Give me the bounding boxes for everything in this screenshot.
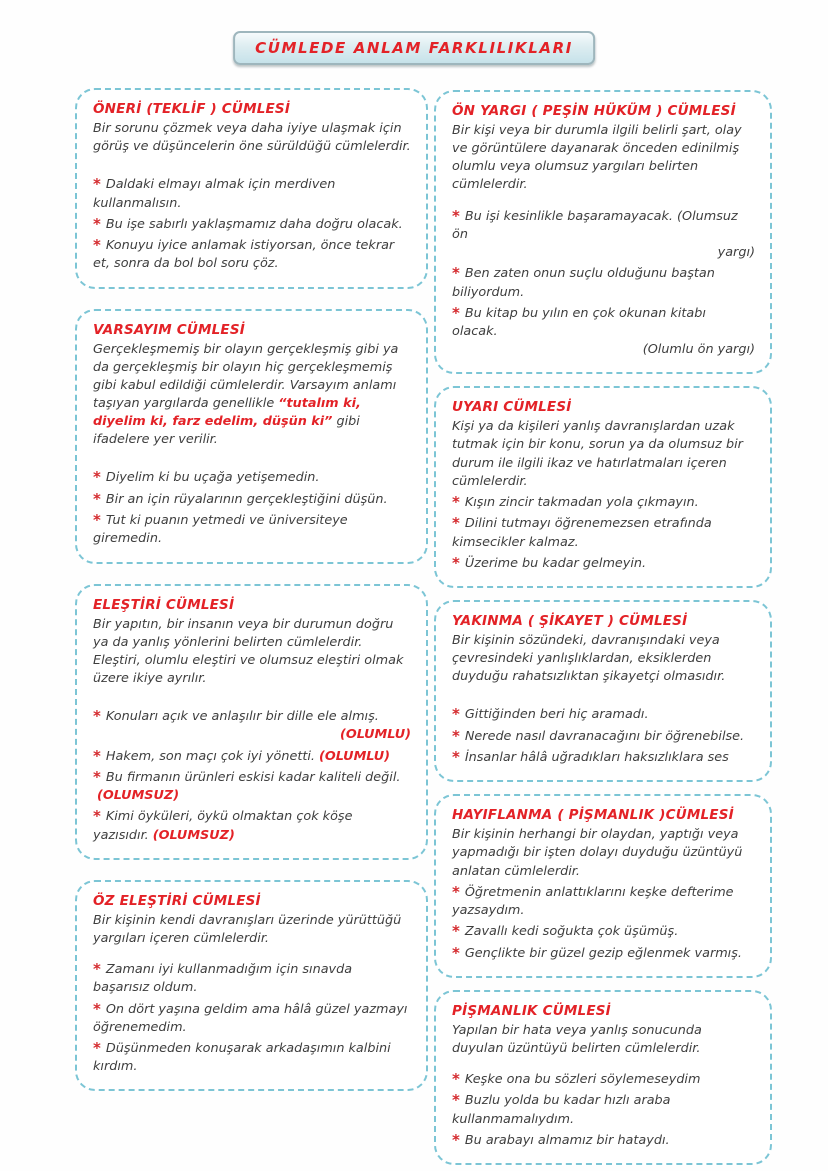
asterisk-icon: * xyxy=(93,707,101,726)
asterisk-icon: * xyxy=(93,511,101,530)
blank-line xyxy=(452,686,755,703)
example-sentence xyxy=(452,1068,755,1089)
example-sentence xyxy=(93,745,411,766)
card-pismanlik xyxy=(434,990,772,1165)
sentence-text: Zavallı kedi soğukta çok üşümüş. xyxy=(464,924,679,940)
blank-line xyxy=(452,1058,755,1068)
sentence-text: İnsanlar hâlâ uğradıkları haksızlıklara ses xyxy=(464,750,729,766)
card-title: YAKINMA ( ŞİKAYET ) CÜMLESİ xyxy=(452,612,688,629)
example-sentence xyxy=(452,1089,755,1128)
example-sentence xyxy=(452,942,755,963)
asterisk-icon: * xyxy=(93,960,101,979)
sentence-text: Zamanı iyi kullanmadığım için sınavda başarısız oldum. xyxy=(93,962,353,996)
card-title: ÖNERİ (TEKLİF ) CÜMLESİ xyxy=(93,101,291,117)
asterisk-icon: * xyxy=(452,206,460,225)
sentence-text: Bu arabayı almamız bir hataydı. xyxy=(464,1132,670,1148)
asterisk-icon: * xyxy=(452,748,460,767)
asterisk-icon: * xyxy=(93,767,101,786)
asterisk-icon: * xyxy=(452,1091,460,1110)
example-sentence xyxy=(452,262,755,301)
card-title: ÖN YARGI ( PEŞİN HÜKÜM ) CÜMLESİ xyxy=(452,103,736,119)
card-title: ELEŞTİRİ CÜMLESİ xyxy=(93,596,235,613)
asterisk-icon: * xyxy=(452,264,460,283)
card-hayiflanma xyxy=(434,794,772,978)
asterisk-icon: * xyxy=(452,726,460,745)
card-description: Bir kişi veya bir durumla ilgili belirli şart, olay ve görüntülere dayanarak önceden edinilmiş olumlu veya olumsuz yargıları belirten cümlelerdir. xyxy=(452,123,742,193)
card-description: Bir kişinin sözündeki, davranışındaki veya çevresindeki yanlışlıklardan, eksiklerden duyduğu rahatsızlıktan şikayetçi olmasıdır. xyxy=(452,632,726,685)
sentence-text: Keşke ona bu sözleri söylemeseydim xyxy=(464,1072,701,1088)
sentence-text: Tut ki puanın yetmedi ve üniversiteye giremedin. xyxy=(93,513,348,547)
card-oz-elestiri xyxy=(75,880,428,1092)
example-sentence xyxy=(452,552,755,573)
example-sentence xyxy=(452,725,755,746)
example-sentence xyxy=(93,488,411,509)
asterisk-icon: * xyxy=(452,705,460,724)
example-sentence xyxy=(93,766,411,805)
card-description: Bir kişinin herhangi bir olaydan, yaptığı veya yapmadığı bir işten dolayı duyduğu üzüntüyü anlatan cümlelerdir. xyxy=(452,827,743,879)
card-title: ÖZ ELEŞTİRİ CÜMLESİ xyxy=(93,892,261,909)
asterisk-icon: * xyxy=(93,746,101,765)
sentence-text: Bu firmanın ürünleri eskisi kadar kaliteli değil. xyxy=(105,769,401,785)
blank-line xyxy=(93,449,411,466)
example-sentence xyxy=(93,213,411,234)
asterisk-icon: * xyxy=(452,882,460,901)
sentence-text: Buzlu yolda bu kadar hızlı araba kullanmamalıydım. xyxy=(452,1093,671,1127)
card-title: VARSAYIM CÜMLESİ xyxy=(93,321,246,338)
card-on-yargi xyxy=(434,90,772,374)
sentence-text: Bu kitap bu yılın en çok okunan kitabı olacak. xyxy=(452,305,706,339)
sentence-text: On dört yaşına geldim ama hâlâ güzel yazmayı öğrenemedim. xyxy=(93,1001,408,1035)
sentence-text: Üzerime bu kadar gelmeyin. xyxy=(464,555,647,571)
highlighted-phrase: “tutalım ki, diyelim ki, farz edelim, düşün ki” xyxy=(93,395,361,430)
example-sentence xyxy=(93,805,411,844)
asterisk-icon: * xyxy=(452,1130,460,1149)
example-sentence xyxy=(93,234,411,273)
asterisk-icon: * xyxy=(93,489,101,508)
card-oneri xyxy=(75,88,428,289)
asterisk-icon: * xyxy=(452,492,460,511)
card-description: Bir sorunu çözmek veya daha iyiye ulaşmak için görüş ve düşüncelerin öne sürüldüğü cümlelerdir. xyxy=(93,121,411,155)
polarity-label: (OLUMLU) xyxy=(339,727,411,743)
example-sentence xyxy=(452,920,755,941)
sentence-text: Dilini tutmayı öğrenemezsen etrafında kimsecikler kalmaz. xyxy=(452,516,712,550)
card-uyari xyxy=(434,386,772,588)
card-description xyxy=(93,341,411,450)
card-title: HAYIFLANMA ( PİŞMANLIK )CÜMLESİ xyxy=(452,807,734,824)
sentence-text: Düşünmeden konuşarak arkadaşımın kalbini kırdım. xyxy=(93,1041,391,1075)
example-sentence xyxy=(452,205,755,244)
example-sentence xyxy=(93,705,411,726)
example-sentence xyxy=(93,466,411,487)
blank-line xyxy=(452,195,755,205)
example-sentence xyxy=(452,703,755,724)
right-column xyxy=(434,90,772,1171)
sentence-text: Öğretmenin anlattıklarını keşke defterime yazsaydım. xyxy=(452,884,734,919)
example-sentence xyxy=(452,1129,755,1150)
sentence-text: Konuları açık ve anlaşılır bir dille ele almış. xyxy=(105,709,379,725)
asterisk-icon: * xyxy=(93,1039,101,1057)
description-text: gibi ifadelere yer verilir. xyxy=(93,414,360,448)
sentence-continuation: yargı) xyxy=(717,245,755,261)
example-sentence xyxy=(452,302,755,341)
card-yakinma xyxy=(434,600,772,782)
asterisk-icon: * xyxy=(452,553,460,572)
card-varsayim xyxy=(75,309,428,564)
sentence-text: Nerede nasıl davranacağını bir öğrenebilse. xyxy=(464,728,745,744)
card-title: UYARI CÜMLESİ xyxy=(452,399,572,416)
example-sentence xyxy=(452,881,755,920)
sentence-text: Gittiğinden beri hiç aramadı. xyxy=(464,707,649,723)
blank-line xyxy=(93,948,411,958)
left-column xyxy=(75,88,428,1111)
polarity-label: (OLUMLU) xyxy=(319,748,391,764)
sentence-text: Ben zaten onun suçlu olduğunu baştan biliyordum. xyxy=(452,266,715,300)
blank-line xyxy=(93,688,411,705)
sentence-text: Gençlikte bir güzel gezip eğlenmek varmış. xyxy=(464,945,742,961)
polarity-label: (OLUMSUZ) xyxy=(152,827,235,843)
asterisk-icon: * xyxy=(452,514,460,533)
asterisk-icon: * xyxy=(452,1070,460,1089)
sentence-text: Diyelim ki bu uçağa yetişemedin. xyxy=(105,470,320,486)
card-description: Bir kişinin kendi davranışları üzerinde yürüttüğü yargıları içeren cümlelerdir. xyxy=(93,912,402,946)
asterisk-icon: * xyxy=(452,922,460,941)
sentence-text: Hakem, son maçı çok iyi yönetti. xyxy=(105,748,315,764)
sentence-text: Konuyu iyice anlamak istiyorsan, önce tekrar et, sonra da bol bol soru çöz. xyxy=(93,238,395,272)
page-title: CÜMLEDE ANLAM FARKLILIKLARI xyxy=(255,39,573,57)
asterisk-icon: * xyxy=(93,214,101,233)
example-sentence xyxy=(93,958,411,997)
asterisk-icon: * xyxy=(93,999,101,1018)
sentence-text: Bu işe sabırlı yaklaşmamız daha doğru olacak. xyxy=(105,216,403,232)
asterisk-icon: * xyxy=(452,943,460,962)
asterisk-icon: * xyxy=(93,807,101,826)
sentence-continuation: (Olumlu ön yargı) xyxy=(642,342,755,358)
card-title: PİŞMANLIK CÜMLESİ xyxy=(452,1002,611,1019)
card-description: Bir yapıtın, bir insanın veya bir durumun doğru ya da yanlış yönlerini belirten cümlelerdir. Eleştiri, olumlu eleştiri ve olumsuz eleştiri olmak üzere ikiye ayrılır. xyxy=(93,616,404,686)
example-sentence xyxy=(93,173,411,212)
sentence-text: Bir an için rüyalarının gerçekleştiğini düşün. xyxy=(105,491,388,507)
example-sentence xyxy=(93,998,411,1037)
description-text: Gerçekleşmemiş bir olayın gerçekleşmiş gibi ya da gerçekleşmiş bir olayın hiç gerçekleşmemiş gibi kabul edildiği cümlelerdir. Varsayım anlamı taşıyan yargılarda genellikle xyxy=(93,341,399,411)
polarity-label: (OLUMSUZ) xyxy=(97,788,180,804)
example-sentence xyxy=(452,746,755,767)
card-elestiri xyxy=(75,584,428,860)
blank-line xyxy=(93,156,411,173)
sentence-text: Bu işi kesinlikle başaramayacak. (Olumsuz ön xyxy=(452,208,738,242)
card-description: Yapılan bir hata veya yanlış sonucunda duyulan üzüntüyü belirten cümlelerdir. xyxy=(452,1022,702,1056)
asterisk-icon: * xyxy=(93,236,101,255)
example-sentence xyxy=(93,1037,411,1076)
asterisk-icon: * xyxy=(93,175,101,194)
asterisk-icon: * xyxy=(452,303,460,322)
sentence-text: Kimi öyküleri, öykü olmaktan çok köşe yazısıdır. xyxy=(93,809,353,843)
example-sentence xyxy=(93,509,411,548)
card-description: Kişi ya da kişileri yanlış davranışlardan uzak tutmak için bir konu, sorun ya da olumsuz bir durum ile ilgili ikaz ve hatırlatmaları içeren cümlelerdir. xyxy=(452,419,743,489)
example-sentence xyxy=(452,491,755,512)
page-title-pill xyxy=(233,31,595,65)
sentence-text: Daldaki elmayı almak için merdiven kullanmalısın. xyxy=(93,177,336,211)
example-sentence xyxy=(452,512,755,551)
asterisk-icon: * xyxy=(93,468,101,487)
sentence-text: Kışın zincir takmadan yola çıkmayın. xyxy=(464,494,699,510)
